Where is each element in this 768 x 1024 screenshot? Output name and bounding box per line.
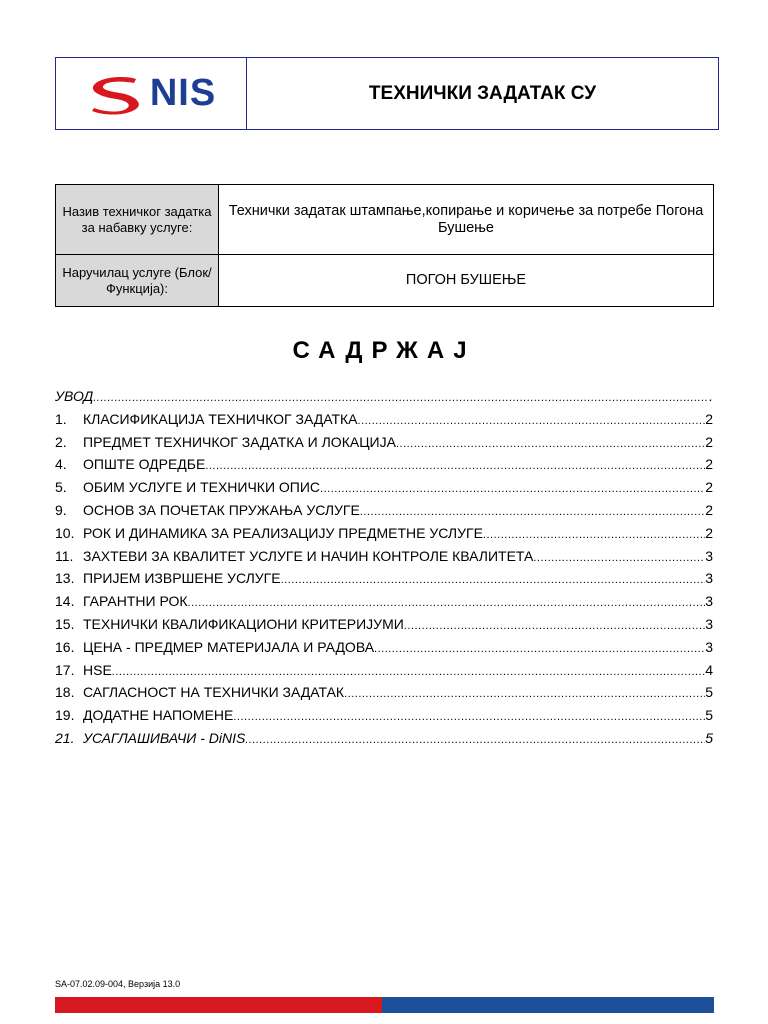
toc-dot-leader [205, 460, 705, 472]
toc-entry-page: 2 [705, 433, 713, 450]
toc-entry-label: УСАГЛАШИВАЧИ - DiNIS [83, 729, 246, 746]
toc-entry-page: 2 [705, 456, 713, 473]
info-row-task-name [56, 185, 714, 255]
toc-dot-leader [374, 643, 705, 655]
toc-dot-leader [358, 415, 706, 427]
logo-text: NIS [149, 72, 217, 114]
task-name-value: Технички задатак штампање,копирање и коричење за потребе Погона Бушење [219, 185, 714, 255]
toc-entry[interactable] [55, 593, 713, 616]
toc-entry-page: 2 [705, 410, 713, 427]
toc-entry[interactable] [55, 684, 713, 707]
toc-dot-leader [93, 392, 709, 404]
toc-entry-label: ГАРАНТНИ РОК [83, 593, 188, 610]
document-header [55, 57, 719, 130]
toc-entry-number: 15. [55, 615, 75, 632]
client-label: Наручилац услуге (Блок/Функција): [56, 255, 219, 307]
toc-entry-label: ПРЕДМЕТ ТЕХНИЧКОГ ЗАДАТКА И ЛОКАЦИЈА [83, 433, 396, 450]
toc-entry[interactable] [55, 388, 713, 411]
info-row-client [56, 255, 714, 307]
nis-swirl-icon [86, 73, 144, 115]
toc-entry-number: 10. [55, 524, 75, 541]
toc-dot-leader [188, 597, 706, 609]
toc-entry-number: 18. [55, 684, 75, 701]
toc-entry[interactable] [55, 548, 713, 571]
footer-bar-red [55, 997, 382, 1013]
toc-entry[interactable] [55, 616, 713, 639]
toc-entry-number: 13. [55, 570, 75, 587]
toc-entry-label: ОБИМ УСЛУГЕ И ТЕХНИЧКИ ОПИС [83, 479, 321, 496]
toc-dot-leader [281, 574, 706, 586]
toc-entry-number: 17. [55, 661, 75, 678]
toc-entry[interactable] [55, 525, 713, 548]
toc-entry-page: . [709, 388, 713, 404]
toc-entry-page: 3 [705, 615, 713, 632]
client-value: ПОГОН БУШЕЊЕ [219, 255, 714, 307]
table-of-contents [55, 388, 713, 753]
toc-entry[interactable] [55, 502, 713, 525]
toc-dot-leader [483, 529, 705, 541]
footer-bar-blue [382, 997, 714, 1013]
toc-entry[interactable] [55, 570, 713, 593]
toc-entry-label: ЦЕНА - ПРЕДМЕР МАТЕРИЈАЛА И РАДОВА [83, 638, 375, 655]
toc-entry-number: 21. [55, 729, 75, 746]
toc-entry-label: ТЕХНИЧКИ КВАЛИФИКАЦИОНИ КРИТЕРИЈУМИ [83, 615, 404, 632]
toc-entry-page: 2 [705, 479, 713, 496]
logo-cell [56, 58, 247, 129]
toc-entry-page: 3 [705, 547, 713, 564]
toc-dot-leader [245, 734, 705, 746]
toc-entry-page: 5 [705, 707, 713, 724]
nis-logo [86, 72, 216, 115]
toc-entry-label: ОПШТЕ ОДРЕДБЕ [83, 456, 206, 473]
toc-dot-leader [233, 711, 705, 723]
toc-dot-leader [396, 438, 705, 450]
toc-entry-label: РОК И ДИНАМИКА ЗА РЕАЛИЗАЦИЈУ ПРЕДМЕТНЕ УСЛУГЕ [83, 524, 483, 541]
toc-entry[interactable] [55, 662, 713, 685]
task-info-table [55, 184, 714, 307]
toc-entry-label: УВОД [55, 388, 94, 404]
toc-entry[interactable] [55, 707, 713, 730]
toc-entry-number: 5. [55, 479, 67, 496]
toc-entry[interactable] [55, 639, 713, 662]
toc-entry-number: 9. [55, 501, 67, 518]
toc-dot-leader [112, 666, 705, 678]
toc-entry-label: HSE [83, 661, 112, 678]
toc-entry-number: 4. [55, 456, 67, 473]
toc-entry-label: ЗАХТЕВИ ЗА КВАЛИТЕТ УСЛУГЕ И НАЧИН КОНТРОЛЕ КВАЛИТЕТА [83, 547, 534, 564]
toc-entry-page: 5 [705, 684, 713, 701]
toc-entry[interactable] [55, 730, 713, 753]
toc-entry-page: 4 [705, 661, 713, 678]
toc-entry-label: КЛАСИФИКАЦИЈА ТЕХНИЧКОГ ЗАДАТКА [83, 410, 358, 427]
toc-heading: САДРЖАЈ [292, 337, 476, 364]
toc-entry-number: 11. [55, 547, 74, 564]
toc-entry-page: 5 [705, 729, 713, 746]
task-name-label: Назив техничког задатка за набавку услуге: [56, 185, 219, 255]
toc-entry-number: 1. [55, 410, 67, 427]
toc-entry[interactable] [55, 479, 713, 502]
toc-entry-label: ДОДАТНЕ НАПОМЕНЕ [83, 707, 234, 724]
toc-dot-leader [404, 620, 705, 632]
toc-entry-number: 14. [55, 593, 75, 610]
toc-entry[interactable] [55, 434, 713, 457]
toc-entry[interactable] [55, 411, 713, 434]
toc-dot-leader [360, 506, 705, 518]
toc-dot-leader [533, 552, 705, 564]
document-reference: SA-07.02.09-004, Верзија 13.0 [55, 979, 181, 989]
toc-entry[interactable] [55, 456, 713, 479]
toc-entry-label: ПРИЈЕМ ИЗВРШЕНЕ УСЛУГЕ [83, 570, 281, 587]
toc-entry-label: САГЛАСНОСТ НА ТЕХНИЧКИ ЗАДАТАК [83, 684, 345, 701]
toc-dot-leader [344, 688, 705, 700]
toc-entry-label: ОСНОВ ЗА ПОЧЕТАК ПРУЖАЊА УСЛУГЕ [83, 501, 360, 518]
toc-entry-number: 2. [55, 433, 67, 450]
toc-entry-page: 3 [705, 570, 713, 587]
toc-entry-number: 19. [55, 707, 75, 724]
toc-entry-page: 3 [705, 638, 713, 655]
toc-entry-page: 2 [705, 501, 713, 518]
toc-entry-page: 2 [705, 524, 713, 541]
toc-entry-number: 16. [55, 638, 75, 655]
toc-dot-leader [320, 483, 705, 495]
toc-entry-page: 3 [705, 593, 713, 610]
document-title: ТЕХНИЧКИ ЗАДАТАК СУ [368, 82, 597, 104]
